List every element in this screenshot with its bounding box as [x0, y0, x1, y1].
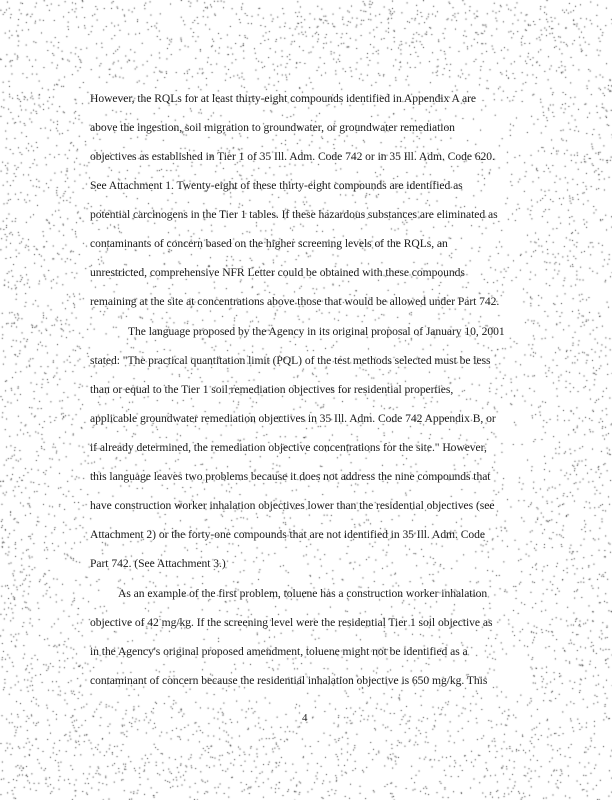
text-line: contaminants of concern based on the higher screening levels of the RQLs, an — [90, 237, 448, 250]
paragraph-start-line: As an example of the first problem, toluene has a construction worker inhalation — [118, 587, 488, 600]
text-line: above the ingestion, soil migration to groundwater, or groundwater remediation — [90, 121, 455, 134]
text-line: remaining at the site at concentrations above those that would be allowed under Part 742. — [90, 295, 500, 308]
text-line: unrestricted, comprehensive NFR Letter could be obtained with these compounds — [90, 266, 465, 279]
text-line: have construction worker inhalation objectives lower than the residential objectives (see — [90, 499, 495, 512]
text-line: potential carcinogens in the Tier 1 tables. If these hazardous substances are eliminated as — [90, 208, 498, 221]
text-line: Part 742. (See Attachment 3.) — [90, 557, 226, 570]
text-line: objectives as established in Tier 1 of 35 Ill. Adm. Code 742 or in 35 Ill. Adm. Code 620. — [90, 150, 495, 163]
text-line: stated: "The practical quantitation limit (PQL) of the test methods selected must be less — [90, 354, 491, 367]
text-line: contaminant of concern because the residential inhalation objective is 650 mg/kg. This — [90, 674, 488, 687]
text-line: Attachment 2) or the forty-one compounds that are not identified in 35 Ill. Adm. Code — [90, 528, 485, 541]
text-line: See Attachment 1. Twenty-eight of these thirty-eight compounds are identified as — [90, 179, 463, 192]
text-line: applicable groundwater remediation objectives in 35 Ill. Adm. Code 742 Appendix B, or — [90, 412, 496, 425]
text-line: in the Agency's original proposed amendment, toluene might not be identified as a — [90, 645, 468, 658]
text-line: this language leaves two problems because it does not address the nine compounds that — [90, 470, 491, 483]
text-line: However, the RQLs for at least thirty-eight compounds identified in Appendix A are — [90, 92, 476, 105]
text-line: if already determined, the remediation objective concentrations for the site." However, — [90, 441, 487, 454]
text-line: than or equal to the Tier 1 soil remediation objectives for residential properties, — [90, 383, 454, 396]
paragraph-start-line: The language proposed by the Agency in its original proposal of January 10, 2001 — [128, 325, 505, 338]
text-line: objective of 42 mg/kg. If the screening level were the residential Tier 1 soil objective as — [90, 616, 493, 629]
page-number: 4 — [302, 712, 308, 724]
